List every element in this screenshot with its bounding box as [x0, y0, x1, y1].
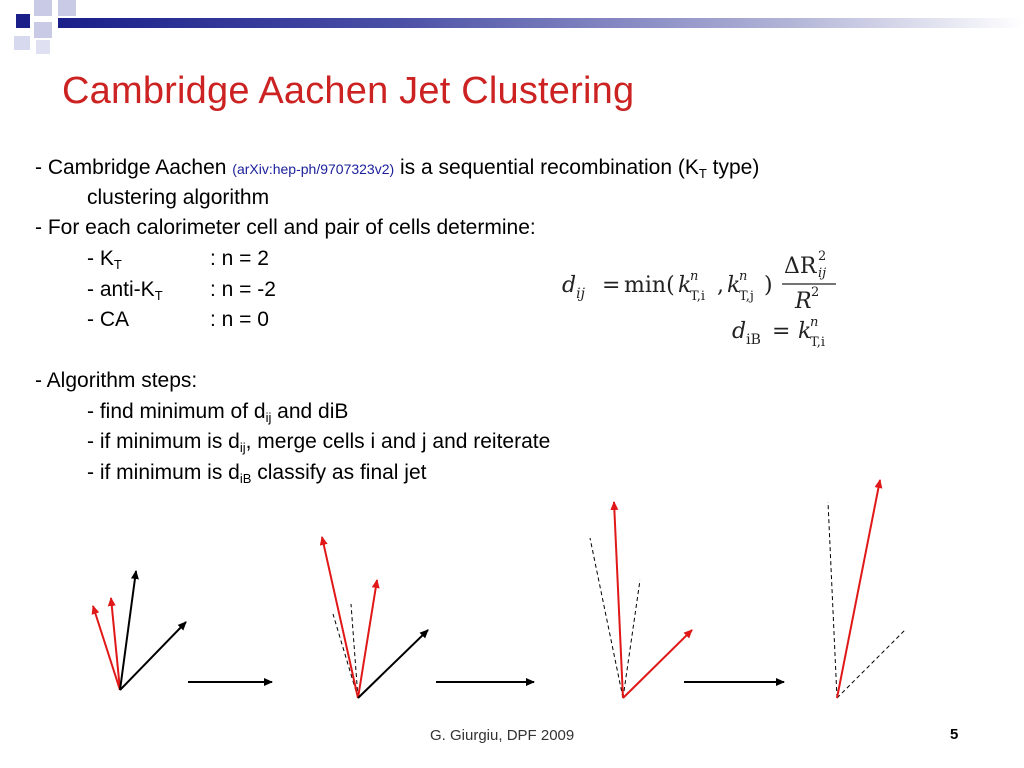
red-jet-arrow [837, 480, 880, 698]
stage-3-diagram [590, 502, 692, 698]
svg-text:dij [562, 273, 586, 302]
bullet-line-1 [35, 153, 759, 184]
step-text: and diB [271, 400, 349, 423]
red-jet-arrow [623, 630, 692, 698]
corner-square-1 [16, 14, 30, 28]
dashed-constituent-line [590, 538, 623, 698]
step-text: classify as final jet [251, 461, 427, 484]
corner-square-6 [36, 40, 50, 54]
stage-2-diagram [322, 537, 428, 698]
formula-k-i-sub: T,i [690, 289, 706, 304]
ca-value: : n = 0 [210, 308, 269, 331]
slide-title: Cambridge Aachen Jet Clustering [62, 70, 635, 112]
arxiv-reference: (arXiv:hep-ph/9707323v2) [232, 161, 395, 177]
step-text: - if minimum is d [87, 430, 240, 453]
formula-k-j-sup: n [739, 269, 748, 284]
formula-dij-sub: ij [576, 286, 585, 302]
formula-k-i: k [678, 273, 692, 298]
step-text: - find minimum of d [87, 400, 266, 423]
subscript: T [698, 166, 707, 181]
black-jet-arrow [358, 630, 428, 698]
svg-text:diB [732, 319, 761, 348]
dashed-constituent-line [623, 580, 640, 698]
formula-dib: d [732, 319, 747, 344]
header-bar [58, 18, 1024, 28]
corner-square-5 [14, 36, 30, 50]
dashed-constituent-line [837, 630, 905, 698]
step-text: , merge cells i and j and reiterate [245, 430, 551, 453]
formula-num-sup: 2 [818, 249, 827, 264]
bullet-text: type) [706, 156, 760, 179]
corner-square-4 [34, 22, 52, 38]
formula-comma: , [717, 273, 724, 298]
subscript: iB [239, 471, 252, 486]
ca-label: - CA [87, 308, 129, 331]
steps-heading: - Algorithm steps: [35, 369, 198, 392]
subscript: ij [239, 440, 246, 455]
subscript: T [113, 257, 122, 272]
corner-square-3 [58, 0, 76, 16]
formula-denominator: R [795, 289, 812, 314]
formula-min: min( [624, 273, 675, 298]
step-text: - if minimum is d [87, 461, 240, 484]
formula-k-j: k [727, 273, 741, 298]
ca-row [87, 305, 327, 335]
formula-num-sub: ij [818, 266, 827, 281]
step-1 [87, 397, 348, 427]
bullet-text: - Cambridge Aachen [35, 156, 233, 179]
red-jet-arrow [614, 502, 623, 698]
formula-numerator: ΔR [784, 254, 817, 279]
subscript: T [154, 288, 163, 303]
subscript: ij [265, 410, 272, 425]
dashed-constituent-line [828, 502, 837, 698]
formula-k-i-sup: n [690, 269, 699, 284]
stage-1-diagram [93, 571, 186, 690]
clustering-steps-diagram [0, 470, 1024, 710]
black-jet-arrow [120, 622, 186, 690]
antikt-row [87, 275, 327, 305]
formula-den-sup: 2 [811, 285, 820, 300]
formula-k-j-sub: T,j [739, 289, 754, 304]
red-jet-arrow [358, 580, 377, 698]
formula-k-ib: k [798, 319, 812, 344]
bullet-line-2: clustering algorithm [87, 186, 270, 209]
formula-dij: d [562, 273, 577, 298]
footer-credit: G. Giurgiu, DPF 2009 [430, 727, 575, 744]
page-number: 5 [950, 726, 959, 743]
formula-equals: = [602, 273, 621, 298]
formula-dib-sub: iB [746, 332, 761, 348]
black-jet-arrow [120, 571, 136, 690]
kt-label: - K [87, 247, 114, 270]
red-jet-arrow [322, 537, 358, 698]
kt-row [87, 244, 327, 274]
antikt-value: : n = -2 [210, 278, 276, 301]
step-2 [87, 427, 550, 457]
formula-k-ib-sup: n [810, 315, 819, 330]
clustering-distance-formula [560, 240, 860, 355]
stage-4-diagram [828, 480, 905, 698]
formula-equals-2: = [772, 319, 791, 344]
antikt-label: - anti-K [87, 278, 155, 301]
corner-square-2 [34, 0, 52, 16]
kt-value: : n = 2 [210, 247, 269, 270]
formula-k-ib-sub: T,i [810, 335, 826, 350]
formula-close: ) [764, 273, 773, 298]
bullet-line-3: - For each calorimeter cell and pair of cells determine: [35, 216, 536, 239]
bullet-text: is a sequential recombination (K [394, 156, 699, 179]
